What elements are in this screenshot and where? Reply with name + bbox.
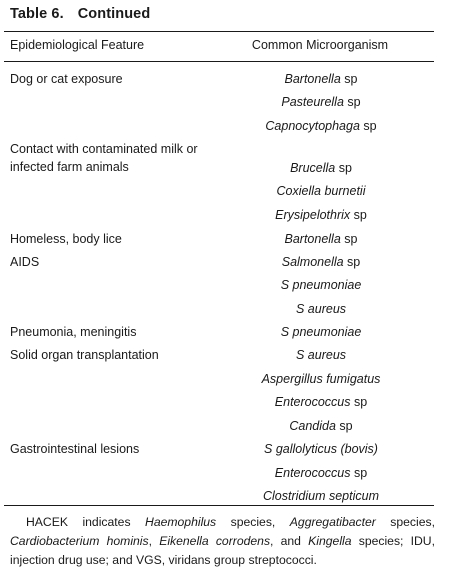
organism-name: Enterococcus: [274, 395, 351, 409]
organism-suffix: sp: [340, 232, 358, 246]
feature-line: Homeless, body lice: [10, 232, 122, 246]
organism-cell: [236, 393, 406, 411]
organism-suffix: sp: [335, 161, 352, 175]
organism-cell: [236, 300, 406, 318]
organism-name: Coxiella burnetii: [276, 184, 366, 198]
footnote-segment: HACEK indicates: [26, 515, 146, 529]
footnote-segment: species,: [375, 515, 435, 529]
organism-name: S gallolyticus (bovis): [264, 442, 378, 456]
organism-cell: [236, 230, 406, 248]
feature-line: AIDS: [10, 255, 40, 269]
feature-line: Solid organ transplantation: [10, 348, 159, 362]
footnote-italic: Eikenella corrodens: [159, 534, 271, 548]
feature-cell: [10, 346, 240, 364]
organism-cell: [236, 182, 406, 200]
organism-name: Candida: [289, 419, 336, 433]
organism-name: Capnocytophaga: [265, 119, 360, 133]
column-header-organism: Common Microorganism: [251, 38, 389, 52]
feature-line: Pneumonia, meningitis: [10, 325, 137, 339]
organism-suffix: sp: [343, 255, 361, 269]
organism-name: S pneumoniae: [280, 325, 362, 339]
organism-name: Salmonella: [281, 255, 344, 269]
feature-cell: [10, 140, 240, 176]
footnote-italic: Cardiobacterium hominis: [10, 534, 149, 548]
feature-line: infected farm animals: [10, 160, 129, 174]
organism-cell: [236, 93, 406, 111]
organism-cell: [236, 276, 406, 294]
organism-suffix: sp: [335, 419, 353, 433]
organism-cell: [236, 323, 406, 341]
footnote-text: [10, 515, 435, 567]
bottom-rule: [4, 505, 434, 506]
footnote-italic: Kingella: [308, 534, 352, 548]
feature-line: Dog or cat exposure: [10, 72, 123, 86]
organism-suffix: sp: [340, 72, 358, 86]
footnote-segment: species,: [216, 515, 290, 529]
organism-name: S pneumoniae: [280, 278, 362, 292]
organism-name: Aspergillus fumigatus: [261, 372, 381, 386]
table-footnote: [10, 513, 435, 570]
footnote-segment: species; IDU, injection drug use; and VGS, viridans group streptococci.: [10, 534, 435, 567]
organism-name: Brucella: [290, 161, 336, 175]
feature-cell: [10, 440, 240, 458]
feature-cell: [10, 230, 240, 248]
organism-name: Bartonella: [284, 232, 341, 246]
feature-line: Contact with contaminated milk or: [10, 142, 198, 156]
organism-cell: [236, 206, 406, 224]
organism-cell: [236, 159, 406, 177]
feature-line: Gastrointestinal lesions: [10, 442, 140, 456]
footnote-segment: ,: [148, 534, 160, 548]
organism-name: S aureus: [295, 348, 347, 362]
organism-cell: [236, 464, 406, 482]
organism-name: S aureus: [295, 302, 347, 316]
table-title: [10, 6, 150, 22]
footnote-italic: Aggregatibacter: [289, 515, 376, 529]
organism-cell: [236, 370, 406, 388]
column-header-feature: Epidemiological Feature: [10, 38, 145, 52]
organism-cell: [236, 487, 406, 505]
organism-name: Enterococcus: [274, 466, 351, 480]
feature-cell: [10, 323, 240, 341]
header-rule: [4, 61, 434, 62]
top-rule: [4, 31, 434, 32]
organism-name: Clostridium septicum: [262, 489, 379, 503]
organism-name: Erysipelothrix: [275, 208, 351, 222]
organism-name: Bartonella: [284, 72, 341, 86]
organism-suffix: sp: [359, 119, 377, 133]
organism-cell: [236, 440, 406, 458]
feature-cell: [10, 253, 240, 271]
organism-name: Pasteurella: [281, 95, 344, 109]
organism-cell: [236, 117, 406, 135]
table-number: Table 6.: [10, 6, 64, 22]
organism-cell: [236, 417, 406, 435]
organism-suffix: sp: [350, 208, 367, 222]
organism-suffix: sp: [350, 466, 368, 480]
organism-suffix: sp: [350, 395, 368, 409]
footnote-italic: Haemophilus: [145, 515, 217, 529]
footnote-segment: , and: [270, 534, 309, 548]
table-continued: Continued: [77, 6, 151, 22]
feature-cell: [10, 70, 240, 88]
organism-cell: [236, 70, 406, 88]
organism-cell: [236, 253, 406, 271]
organism-cell: [236, 346, 406, 364]
organism-suffix: sp: [343, 95, 361, 109]
